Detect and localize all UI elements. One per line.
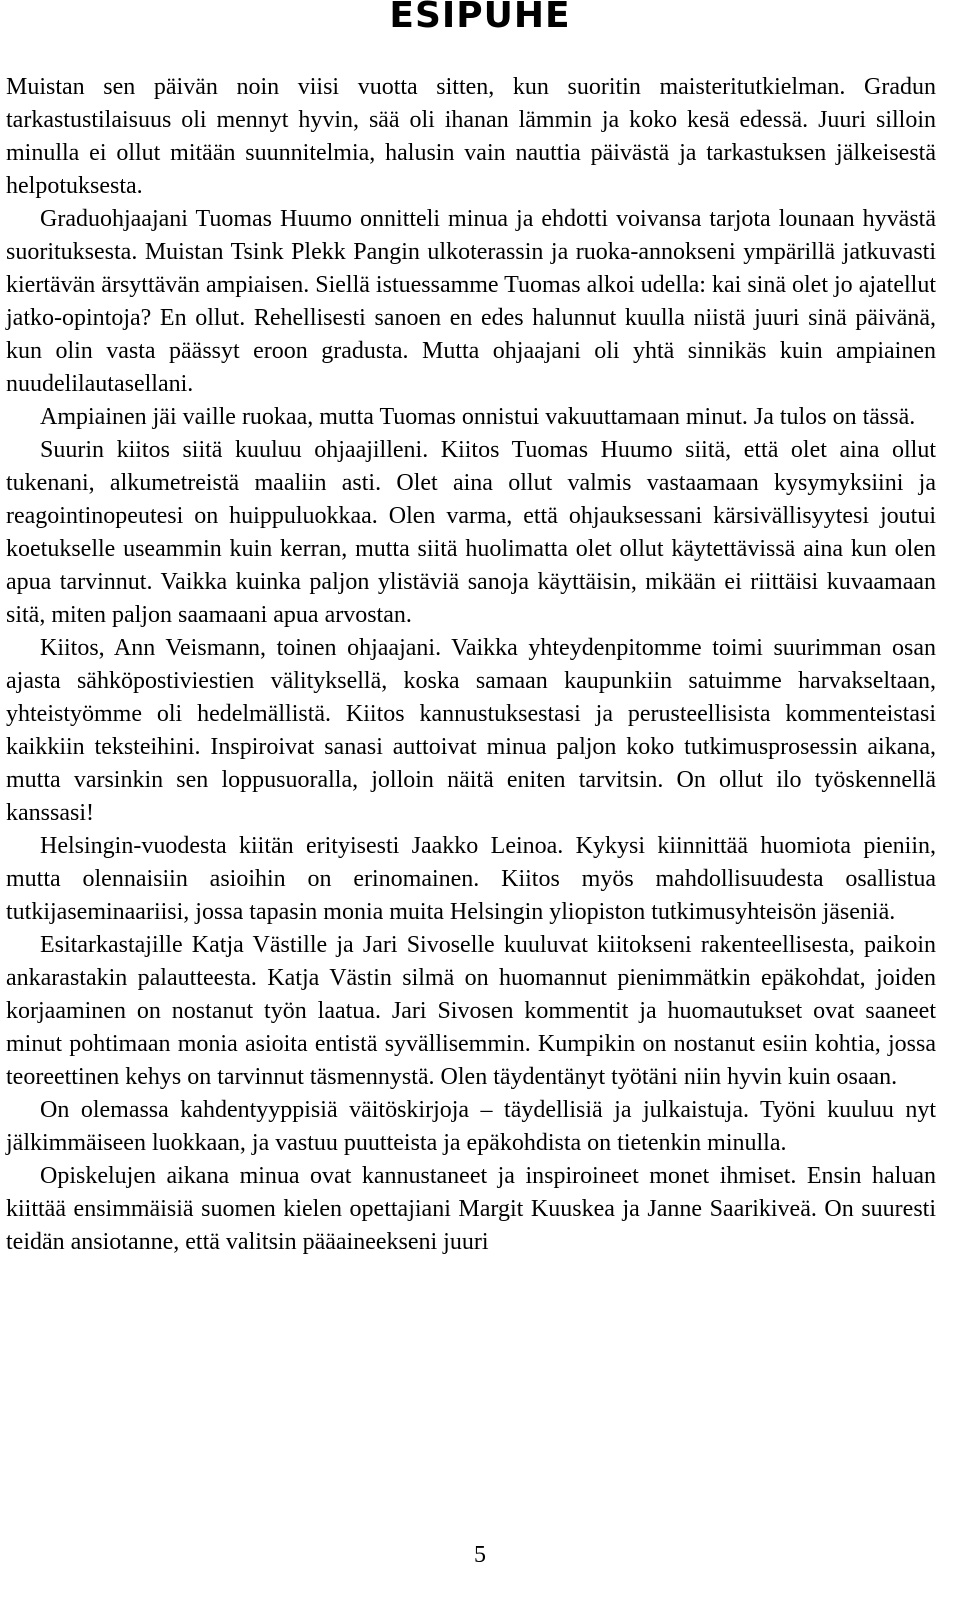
page-title: ESIPUHE bbox=[389, 0, 571, 36]
paragraph-5: Kiitos, Ann Veismann, toinen ohjaajani. Vaikka yhteydenpitomme toimi suurimman osan ajasta sähköpostiviestien välityksellä, koska samaan kaupunkiin satuimme harvakseltaan, yhteistyömme oli hedelmällistä. Kiitos kannustuksestasi ja perusteellisista kommenteistasi kaikkiin teksteihini. Inspiroivat sanasi auttoivat minua paljon koko tutkimusprosessin aikana, mutta varsinkin sen loppusuoralla, jolloin näitä eniten tarvitsin. On ollut ilo työskennellä kanssasi! bbox=[6, 635, 936, 826]
paragraph-3: Ampiainen jäi vaille ruokaa, mutta Tuomas onnistui vakuuttamaan minut. Ja tulos on tässä. bbox=[40, 404, 916, 430]
paragraph-2: Graduohjaajani Tuomas Huumo onnitteli minua ja ehdotti voivansa tarjota lounaan hyvästä suorituksesta. Muistan Tsink Plekk Pangin ulkoterassin ja ruoka-annokseni ympärillä jatkuvasti kiertävän ärsyttävän ampiaisen. Siellä istuessamme Tuomas alkoi udella: kai sinä olet jo ajatellut jatko-opintoja? En ollut. Rehellisesti sanoen en edes halunnut kuulla niistä juuri sinä päivänä, kun olin vasta päässyt eroon gradusta. Mutta ohjaajani oli yhtä sinnikäs kuin ampiainen nuudelilautasellani. bbox=[6, 206, 936, 397]
paragraph-6: Helsingin-vuodesta kiitän erityisesti Jaakko Leinoa. Kykysi kiinnittää huomiota pieniin, mutta olennaisiin asioihin on erinomainen. Kiitos myös mahdollisuudesta osallistua tutkijaseminaariisi, jossa tapasin monia muita Helsingin yliopiston tutkimusyhteisön jäseniä. bbox=[6, 833, 936, 925]
preface-body bbox=[6, 71, 936, 1259]
paragraph-9: Opiskelujen aikana minua ovat kannustaneet ja inspiroineet monet ihmiset. Ensin haluan kiittää ensimmäisiä suomen kielen opettajiani Margit Kuuskea ja Janne Saarikiveä. On suuresti teidän ansiotanne, että valitsin pääaineekseni juuri bbox=[6, 1163, 936, 1255]
paragraph-1: Muistan sen päivän noin viisi vuotta sitten, kun suoritin maisteritutkielman. Gradun tarkastustilaisuus oli mennyt hyvin, sää oli ihanan lämmin ja koko kesä edessä. Juuri silloin minulla ei ollut mitään suunnitelmia, halusin vain nauttia päivästä ja tarkastuksen jälkeisestä helpotuksesta. bbox=[6, 74, 936, 199]
page-number: 5 bbox=[474, 1542, 486, 1568]
paragraph-8: On olemassa kahdentyyppisiä väitöskirjoja – täydellisiä ja julkaistuja. Työni kuuluu nyt jälkimmäiseen luokkaan, ja vastuu puutteista ja epäkohdista on tietenkin minulla. bbox=[6, 1097, 936, 1156]
paragraph-4: Suurin kiitos siitä kuuluu ohjaajilleni. Kiitos Tuomas Huumo siitä, että olet aina ollut tukenani, alkumetreistä maaliin asti. Olet aina ollut valmis vastaamaan kysymyksiini ja reagointinopeutesi on huippuluokkaa. Olen varma, että ohjauksessani kärsivällisyytesi joutui koetukselle useammin kuin kerran, mutta siitä huolimatta olet ollut käytettävissä aina kun olen apua tarvinnut. Vaikka kuinka paljon ylistäviä sanoja käyttäisin, mikään ei riittäisi kuvaamaan sitä, miten paljon saamaani apua arvostan. bbox=[6, 437, 936, 628]
paragraph-7: Esitarkastajille Katja Västille ja Jari Sivoselle kuuluvat kiitokseni rakenteellisesta, paikoin ankarastakin palautteesta. Katja Västin silmä on huomannut pienimmätkin epäkohdat, joiden korjaaminen on nostanut työn laatua. Jari Sivosen kommentit ja huomautukset ovat saaneet minut pohtimaan monia asioita entistä syvällisemmin. Kumpikin on nostanut esiin kohtia, jossa teoreettinen kehys on tarvinnut täsmennystä. Olen täydentänyt työtäni niin hyvin kuin osaan. bbox=[6, 932, 936, 1090]
